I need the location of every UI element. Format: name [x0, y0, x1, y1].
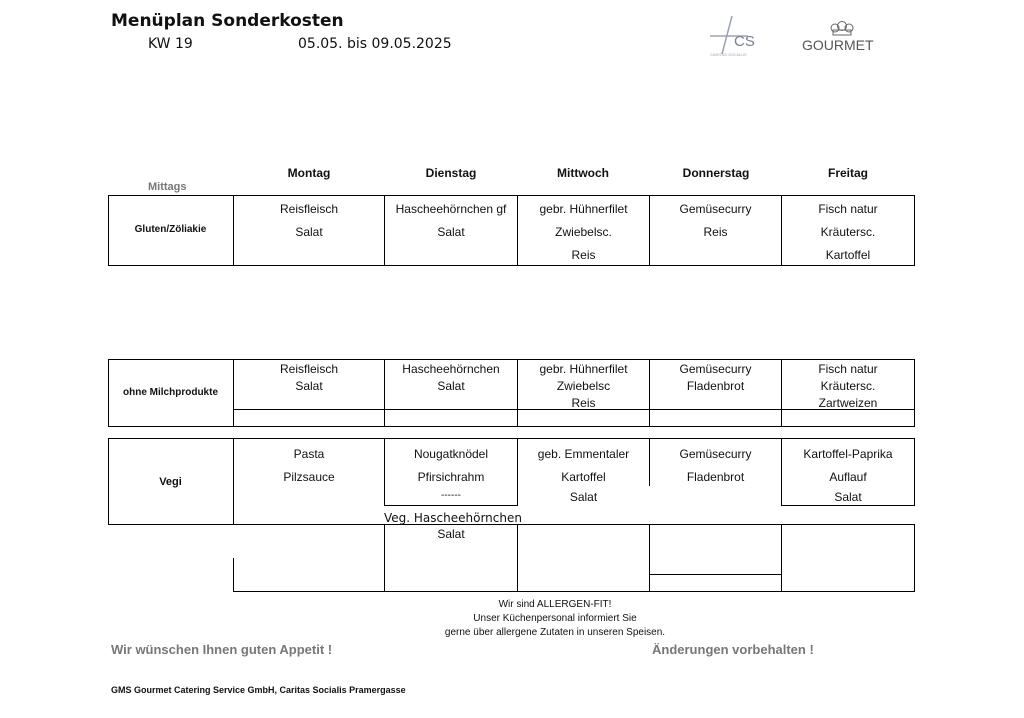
date-range: 05.05. bis 09.05.2025: [298, 36, 452, 52]
appetite-wish: Wir wünschen Ihnen guten Appetit !: [111, 642, 333, 657]
gluten-freitag-3: Kartoffel: [825, 248, 871, 262]
week-number: KW 19: [148, 36, 193, 52]
cs-logo-subtext: CARITAS SOCIALIS: [710, 52, 747, 57]
gluten-freitag-2: Kräutersc.: [820, 225, 876, 239]
milch-donnerstag-1: Gemüsecurry: [679, 362, 752, 376]
gluten-donnerstag-1: Gemüsecurry: [679, 202, 752, 216]
milch-montag-1: Reisfleisch: [279, 362, 339, 376]
day-header-montag: Montag: [287, 166, 331, 180]
gluten-mittwoch-1: gebr. Hühnerfilet: [539, 202, 628, 216]
row-label-vegi: Vegi: [159, 476, 182, 488]
gluten-montag-1: Reisfleisch: [279, 202, 339, 216]
allergen-line-3: gerne über allergene Zutaten in unseren Speisen.: [444, 627, 666, 638]
milch-montag-2: Salat: [295, 379, 323, 393]
vegi-extra-title: Veg. Hascheehörnchen: [384, 511, 522, 525]
changes-notice: Änderungen vorbehalten !: [652, 642, 814, 657]
vegi-dienstag-1: Nougatknödel: [413, 447, 489, 461]
vegi-freitag-2: Auflauf: [829, 470, 867, 484]
milch-mittwoch-2: Zwiebelsc: [556, 379, 611, 393]
allergen-note: [420, 598, 690, 640]
vegi-donnerstag-2: Fladenbrot: [686, 470, 745, 484]
vegi-montag-1: Pasta: [293, 447, 325, 461]
vegi-mittwoch-3: Salat: [569, 490, 598, 504]
gluten-donnerstag-2: Reis: [703, 225, 728, 239]
page-title: Menüplan Sonderkosten: [111, 11, 344, 31]
milch-freitag-1: Fisch natur: [818, 362, 878, 376]
vegi-mittwoch-1: geb. Emmentaler: [537, 447, 630, 461]
day-header-donnerstag: Donnerstag: [682, 166, 750, 180]
milch-donnerstag-2: Fladenbrot: [686, 379, 745, 393]
vegi-extra-side: Salat: [437, 527, 465, 541]
milch-mittwoch-1: gebr. Hühnerfilet: [539, 362, 628, 376]
vegi-mittwoch-2: Kartoffel: [561, 470, 606, 484]
gourmet-logo-text: GOURMET: [802, 37, 874, 53]
vegi-donnerstag-1: Gemüsecurry: [679, 447, 752, 461]
gourmet-logo: [800, 20, 886, 56]
day-header-freitag: Freitag: [827, 166, 868, 180]
footer-company: GMS Gourmet Catering Service GmbH, Caritas Socialis Pramergasse: [111, 685, 406, 695]
allergen-line-1: Wir sind ALLERGEN-FIT!: [498, 599, 612, 610]
row-label-milch: ohne Milchprodukte: [123, 387, 218, 398]
gluten-montag-2: Salat: [295, 225, 323, 239]
allergen-line-2: Unser Küchenpersonal informiert Sie: [473, 613, 637, 624]
vegi-dienstag-2: Pfirsichrahm: [417, 470, 485, 484]
gluten-dienstag-2: Salat: [437, 225, 465, 239]
vegi-dienstag-separator: ------: [441, 490, 461, 501]
vegi-freitag-3: Salat: [834, 490, 862, 504]
milch-freitag-3: Zartweizen: [818, 396, 878, 410]
gluten-mittwoch-3: Reis: [571, 248, 596, 262]
caritas-socialis-logo: [704, 14, 768, 58]
milch-dienstag-1: Hascheehörnchen: [402, 362, 500, 376]
vegi-montag-2: Pilzsauce: [283, 470, 335, 484]
meal-label: Mittags: [148, 181, 187, 193]
day-header-dienstag: Dienstag: [425, 166, 477, 180]
day-header-mittwoch: Mittwoch: [557, 166, 609, 180]
row-label-gluten: Gluten/Zöliakie: [134, 224, 207, 235]
milch-mittwoch-3: Reis: [571, 396, 596, 410]
gluten-mittwoch-2: Zwiebelsc.: [555, 225, 612, 239]
vegi-freitag-1: Kartoffel-Paprika: [803, 447, 893, 461]
milch-dienstag-2: Salat: [437, 379, 465, 393]
cs-logo-text: CS: [734, 33, 755, 50]
gluten-freitag-1: Fisch natur: [818, 202, 878, 216]
gluten-dienstag-1: Hascheehörnchen gf: [395, 202, 507, 216]
milch-freitag-2: Kräutersc.: [820, 379, 876, 393]
